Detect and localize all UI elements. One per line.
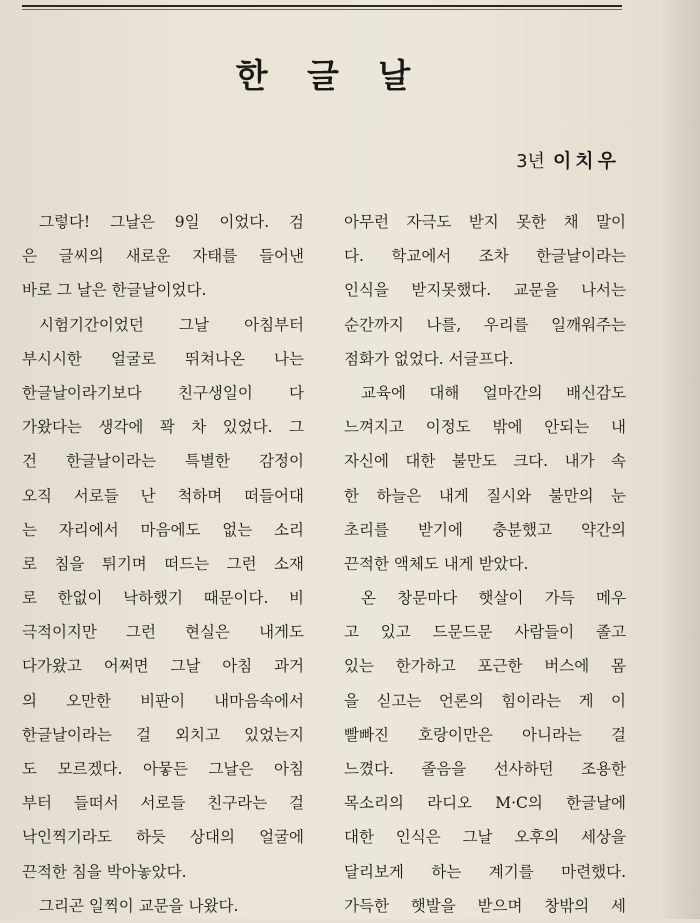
- body-line: 을 싣고는 언론의 힘이라는 게 이: [344, 691, 626, 710]
- body-line: 낙인찍기라도 하듯 상대의 얼굴에: [22, 828, 304, 847]
- body-line: 느껴지고 이정도 밖에 안되는 내: [344, 418, 626, 437]
- body-line: 고 있고 드문드문 사람들이 졸고: [344, 623, 626, 642]
- body-line: 그렇다! 그날은 9일 이었다. 검: [39, 213, 304, 231]
- body-line: 인식을 받지못했다. 교문을 나서는: [344, 281, 626, 300]
- body-line: 느꼈다. 졸음을 선사하던 조용한: [344, 760, 626, 778]
- body-line: 달리보게 하는 계기를 마련했다.: [344, 862, 626, 881]
- body-line: 가왔다는 생각에 꽉 차 있었다. 그: [22, 418, 304, 437]
- body-line: 초리를 받기에 충분했고 약간의: [344, 520, 626, 539]
- body-line: 다. 학교에서 조차 한글날이라는: [344, 247, 626, 266]
- body-line: 가득한 햇발을 받으며 창밖의 세: [344, 896, 626, 915]
- right-column: [344, 205, 626, 923]
- body-line: 극적이지만 그런 현실은 내게도: [22, 623, 304, 642]
- page-edge-shadow: [660, 0, 700, 919]
- top-rule: [22, 5, 622, 7]
- body-line: 한 하늘은 내게 질시와 불만의 눈: [344, 486, 626, 505]
- body-line: 한글날이라는 걸 외치고 있었는지: [22, 725, 304, 744]
- body-line: 끈적한 액체도 내게 받았다.: [344, 554, 529, 573]
- body-line: 순간까지 나를, 우리를 일깨워주는: [344, 315, 626, 334]
- body-line: 목소리의 라디오 M·C의 한글날에: [344, 794, 626, 813]
- body-line: 부시시한 얼굴로 뛰쳐나온 나는: [22, 349, 304, 368]
- top-rule-thin: [22, 9, 622, 10]
- body-line: 은 글씨의 새로운 자태를 들어낸: [22, 247, 304, 266]
- body-line: 의 오만한 비판이 내마음속에서: [22, 691, 304, 710]
- body-line: 다가왔고 어쩌면 그날 아침 과거: [22, 657, 304, 676]
- body-line: 시험기간이었던 그날 아침부터: [39, 315, 304, 334]
- body-line: 로 침을 튀기며 떠드는 그런 소재: [22, 554, 304, 573]
- body-line: 온 창문마다 햇살이 가득 메우: [361, 589, 626, 608]
- body-line: 교육에 대해 얼마간의 배신감도: [361, 383, 626, 402]
- author-name: 이치우: [552, 150, 620, 172]
- body-line: 아무런 자극도 받지 못한 채 말이: [344, 213, 626, 231]
- article-title: 한 글 날: [235, 56, 425, 95]
- body-line: 부터 들떠서 서로들 친구라는 걸: [22, 794, 304, 813]
- body-line: 건 한글날이라는 특별한 감정이: [22, 452, 304, 471]
- body-line: 있는 한가하고 포근한 버스에 몸: [344, 657, 626, 676]
- author-grade: 3년: [516, 151, 545, 172]
- body-line: 점화가 없었다. 서글프다.: [344, 349, 514, 368]
- body-line: 도 모르겠다. 아뭏든 그날은 아침: [22, 760, 304, 778]
- body-line: 빨빠진 호랑이만은 아니라는 걸: [344, 725, 626, 744]
- body-line: 바로 그 날은 한글날이었다.: [22, 281, 207, 300]
- body-line: 끈적한 침을 박아놓았다.: [22, 862, 187, 881]
- body-line: 자신에 대한 불만도 크다. 내가 속: [344, 452, 626, 471]
- body-line: 오직 서로들 난 척하며 떠들어대: [22, 486, 304, 505]
- body-line: 그리곤 일찍이 교문을 나왔다.: [39, 896, 239, 915]
- body-line: 대한 인식은 그날 오후의 세상을: [344, 828, 626, 847]
- body-line: 한글날이라기보다 친구생일이 다: [22, 383, 304, 402]
- body-line: 는 자리에서 마음에도 없는 소리: [22, 520, 304, 539]
- article-author: [516, 146, 620, 173]
- left-column: [22, 205, 304, 923]
- body-line: 로 한없이 낙하했기 때문이다. 비: [22, 589, 304, 608]
